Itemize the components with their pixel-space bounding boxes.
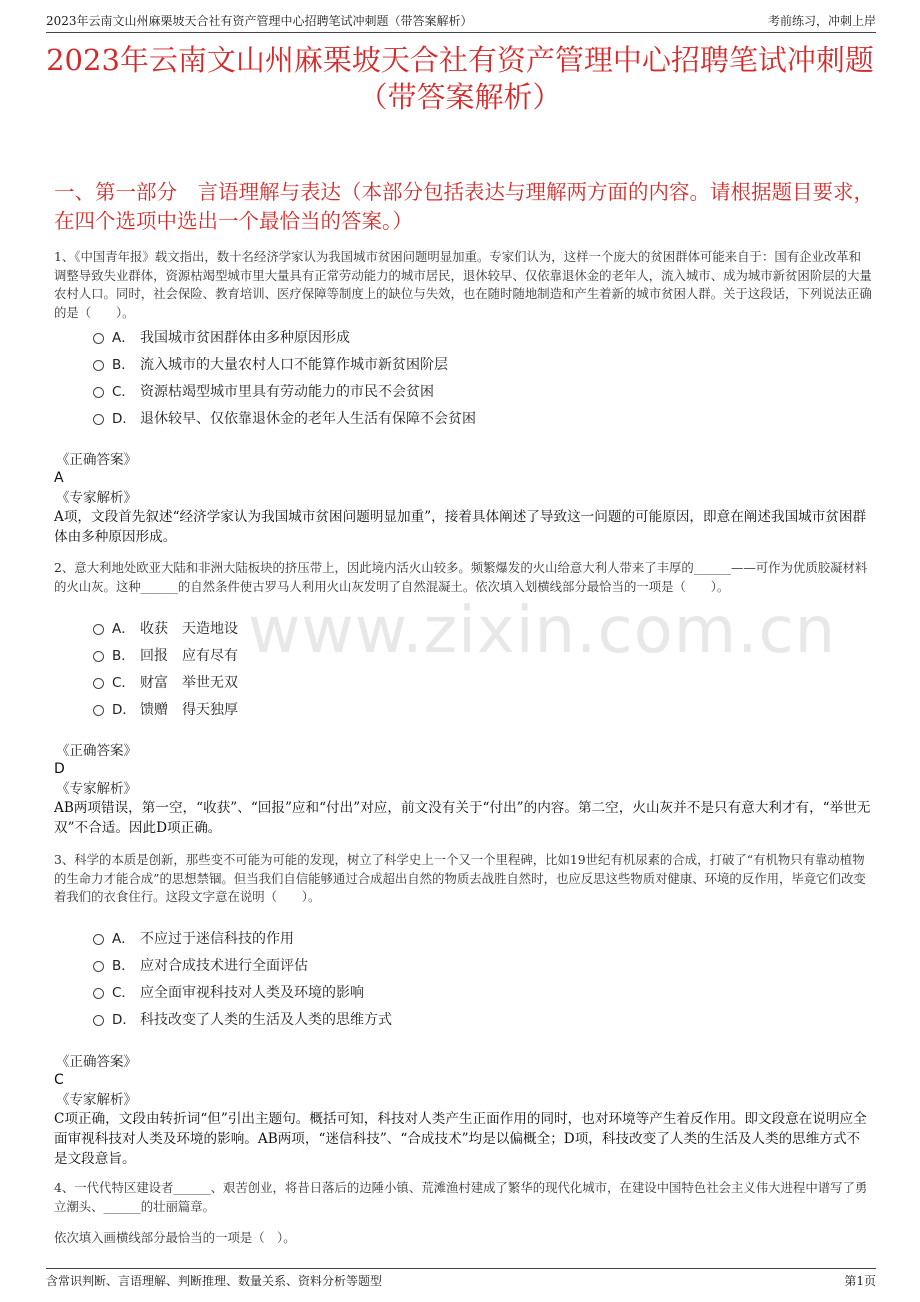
question-2-answer-label: 《正确答案》 <box>56 743 137 759</box>
radio-icon[interactable] <box>93 333 104 344</box>
question-2-explanation: AB两项错误，第一空，“收获”、“回报”应和“付出”对应，前文没有关于“付出”的内容。第二空，火山灰并不是只有意大利才有，“举世无双”不合适。因此D项正确。 <box>54 800 871 836</box>
header-slogan: 考前练习，冲刺上岸 <box>767 14 876 28</box>
question-3-answer-label: 《正确答案》 <box>56 1054 137 1070</box>
radio-icon[interactable] <box>93 414 104 425</box>
radio-icon[interactable] <box>93 360 104 371</box>
watermark: www.zixin.com.cn <box>248 594 837 668</box>
question-3-answer: C <box>54 1072 64 1088</box>
question-3-option-b[interactable]: B． 应对合成技术进行全面评估 <box>93 956 308 976</box>
question-1-explanation: A项，文段首先叙述“经济学家认为我国城市贫困问题明显加重”，接着具体阐述了导致这一问题的可能原因，即意在阐述我国城市贫困群体由多种原因形成。 <box>54 509 867 545</box>
page-number: 第1页 <box>844 1274 876 1288</box>
radio-icon[interactable] <box>93 988 104 999</box>
question-2-explain-label: 《专家解析》 <box>56 781 137 797</box>
question-3-stem: 3、科学的本质是创新，那些变不可能为可能的发现，树立了科学史上一个又一个里程碑，比如19世纪有机尿素的合成，打破了“有机物只有靠动植物的生命力才能合成”的思想禁锢。但当我们自信能够通过合成超出自然的物质去战胜自然时，也应反思这些物质对健康、环境的反作用，毕竟它们改变着我们的衣食住行。这段文字意在说明（ ）。 <box>54 852 866 904</box>
question-1-option-c[interactable]: C． 资源枯竭型城市里具有劳动能力的市民不会贫困 <box>93 382 434 402</box>
radio-icon[interactable] <box>93 705 104 716</box>
question-1-option-d[interactable]: D． 退休较早、仅依靠退休金的老年人生活有保障不会贫困 <box>93 409 476 429</box>
radio-icon[interactable] <box>93 961 104 972</box>
radio-icon[interactable] <box>93 678 104 689</box>
question-1-answer-label: 《正确答案》 <box>56 452 137 468</box>
question-3-explain-label: 《专家解析》 <box>56 1092 137 1108</box>
question-2-option-b[interactable]: B． 回报 应有尽有 <box>93 646 238 666</box>
question-2-answer: D <box>54 761 65 777</box>
question-1-option-b[interactable]: B． 流入城市的大量农村人口不能算作城市新贫困阶层 <box>93 355 448 375</box>
question-3-explanation: C项正确，文段由转折词“但”引出主题句。概括可知，科技对人类产生正面作用的同时，也对环境等产生着反作用。即文段意在说明应全面审视科技对人类及环境的影响。AB两项，“迷信科技”、“合成技术”均是以偏概全；D项，科技改变了人类的生活及人类的思维方式不是文段意旨。 <box>54 1111 867 1167</box>
question-1-answer: A <box>54 470 64 486</box>
radio-icon[interactable] <box>93 1015 104 1026</box>
question-1-stem: 1、《中国青年报》载文指出，数十名经济学家认为我国城市贫困问题明显加重。专家们认为，这样一个庞大的贫困群体可能来自于：国有企业改革和调整导致失业群体，资源枯竭型城市里大量具有正常劳动能力的城市居民，退休较早、仅依靠退休金的老年人，流入城市、成为城市新贫困阶层的大量农村人口。同时，社会保险、教育培训、医疗保障等制度上的缺位与失效，也在随时随地制造和产生着新的城市贫困人群。关于这段话，下列说法正确的是（ ）。 <box>54 249 872 320</box>
radio-icon[interactable] <box>93 387 104 398</box>
radio-icon[interactable] <box>93 934 104 945</box>
radio-icon[interactable] <box>93 624 104 635</box>
radio-icon[interactable] <box>93 651 104 662</box>
question-3-option-d[interactable]: D． 科技改变了人类的生活及人类的思维方式 <box>93 1010 392 1030</box>
question-3-option-a[interactable]: A． 不应过于迷信科技的作用 <box>93 929 294 949</box>
question-2-option-a[interactable]: A． 收获 天造地设 <box>93 619 238 639</box>
question-1-explain-label: 《专家解析》 <box>56 490 137 506</box>
question-4-stem: 4、一代代特区建设者______、艰苦创业，将昔日落后的边陲小镇、荒滩渔村建成了繁华的现代化城市，在建设中国特色社会主义伟大进程中谱写了勇立潮头、______的壮丽篇章。 <box>54 1180 868 1214</box>
question-1-option-a[interactable]: A． 我国城市贫困群体由多种原因形成 <box>93 328 350 348</box>
question-3-option-c[interactable]: C． 应全面审视科技对人类及环境的影响 <box>93 983 364 1003</box>
question-2-stem: 2、意大利地处欧亚大陆和非洲大陆板块的挤压带上，因此境内活火山较多。频繁爆发的火山给意大利人带来了丰厚的______——可作为优质胶凝材料的火山灰。这种______的自然条件使古罗马人利用火山灰发明了自然混凝土。依次填入划横线部分最恰当的一项是（ ）。 <box>54 560 868 594</box>
page-footer <box>46 1268 876 1291</box>
footer-topics: 含常识判断、言语理解、判断推理、数量关系、资料分析等题型 <box>46 1274 383 1288</box>
question-4-prompt: 依次填入画横线部分最恰当的一项是（ ）。 <box>54 1230 296 1245</box>
page-header <box>46 10 876 33</box>
question-2-option-c[interactable]: C． 财富 举世无双 <box>93 673 238 693</box>
section-title: 一、第一部分 言语理解与表达（本部分包括表达与理解两方面的内容。请根据题目要求，在四个选项中选出一个最恰当的答案。） <box>54 180 874 233</box>
header-doc-title: 2023年云南文山州麻栗坡天合社有资产管理中心招聘笔试冲刺题（带答案解析） <box>46 14 473 28</box>
question-2-option-d[interactable]: D． 馈赠 得天独厚 <box>93 700 238 720</box>
page-title: 2023年云南文山州麻栗坡天合社有资产管理中心招聘笔试冲刺题（带答案解析） <box>46 43 874 114</box>
